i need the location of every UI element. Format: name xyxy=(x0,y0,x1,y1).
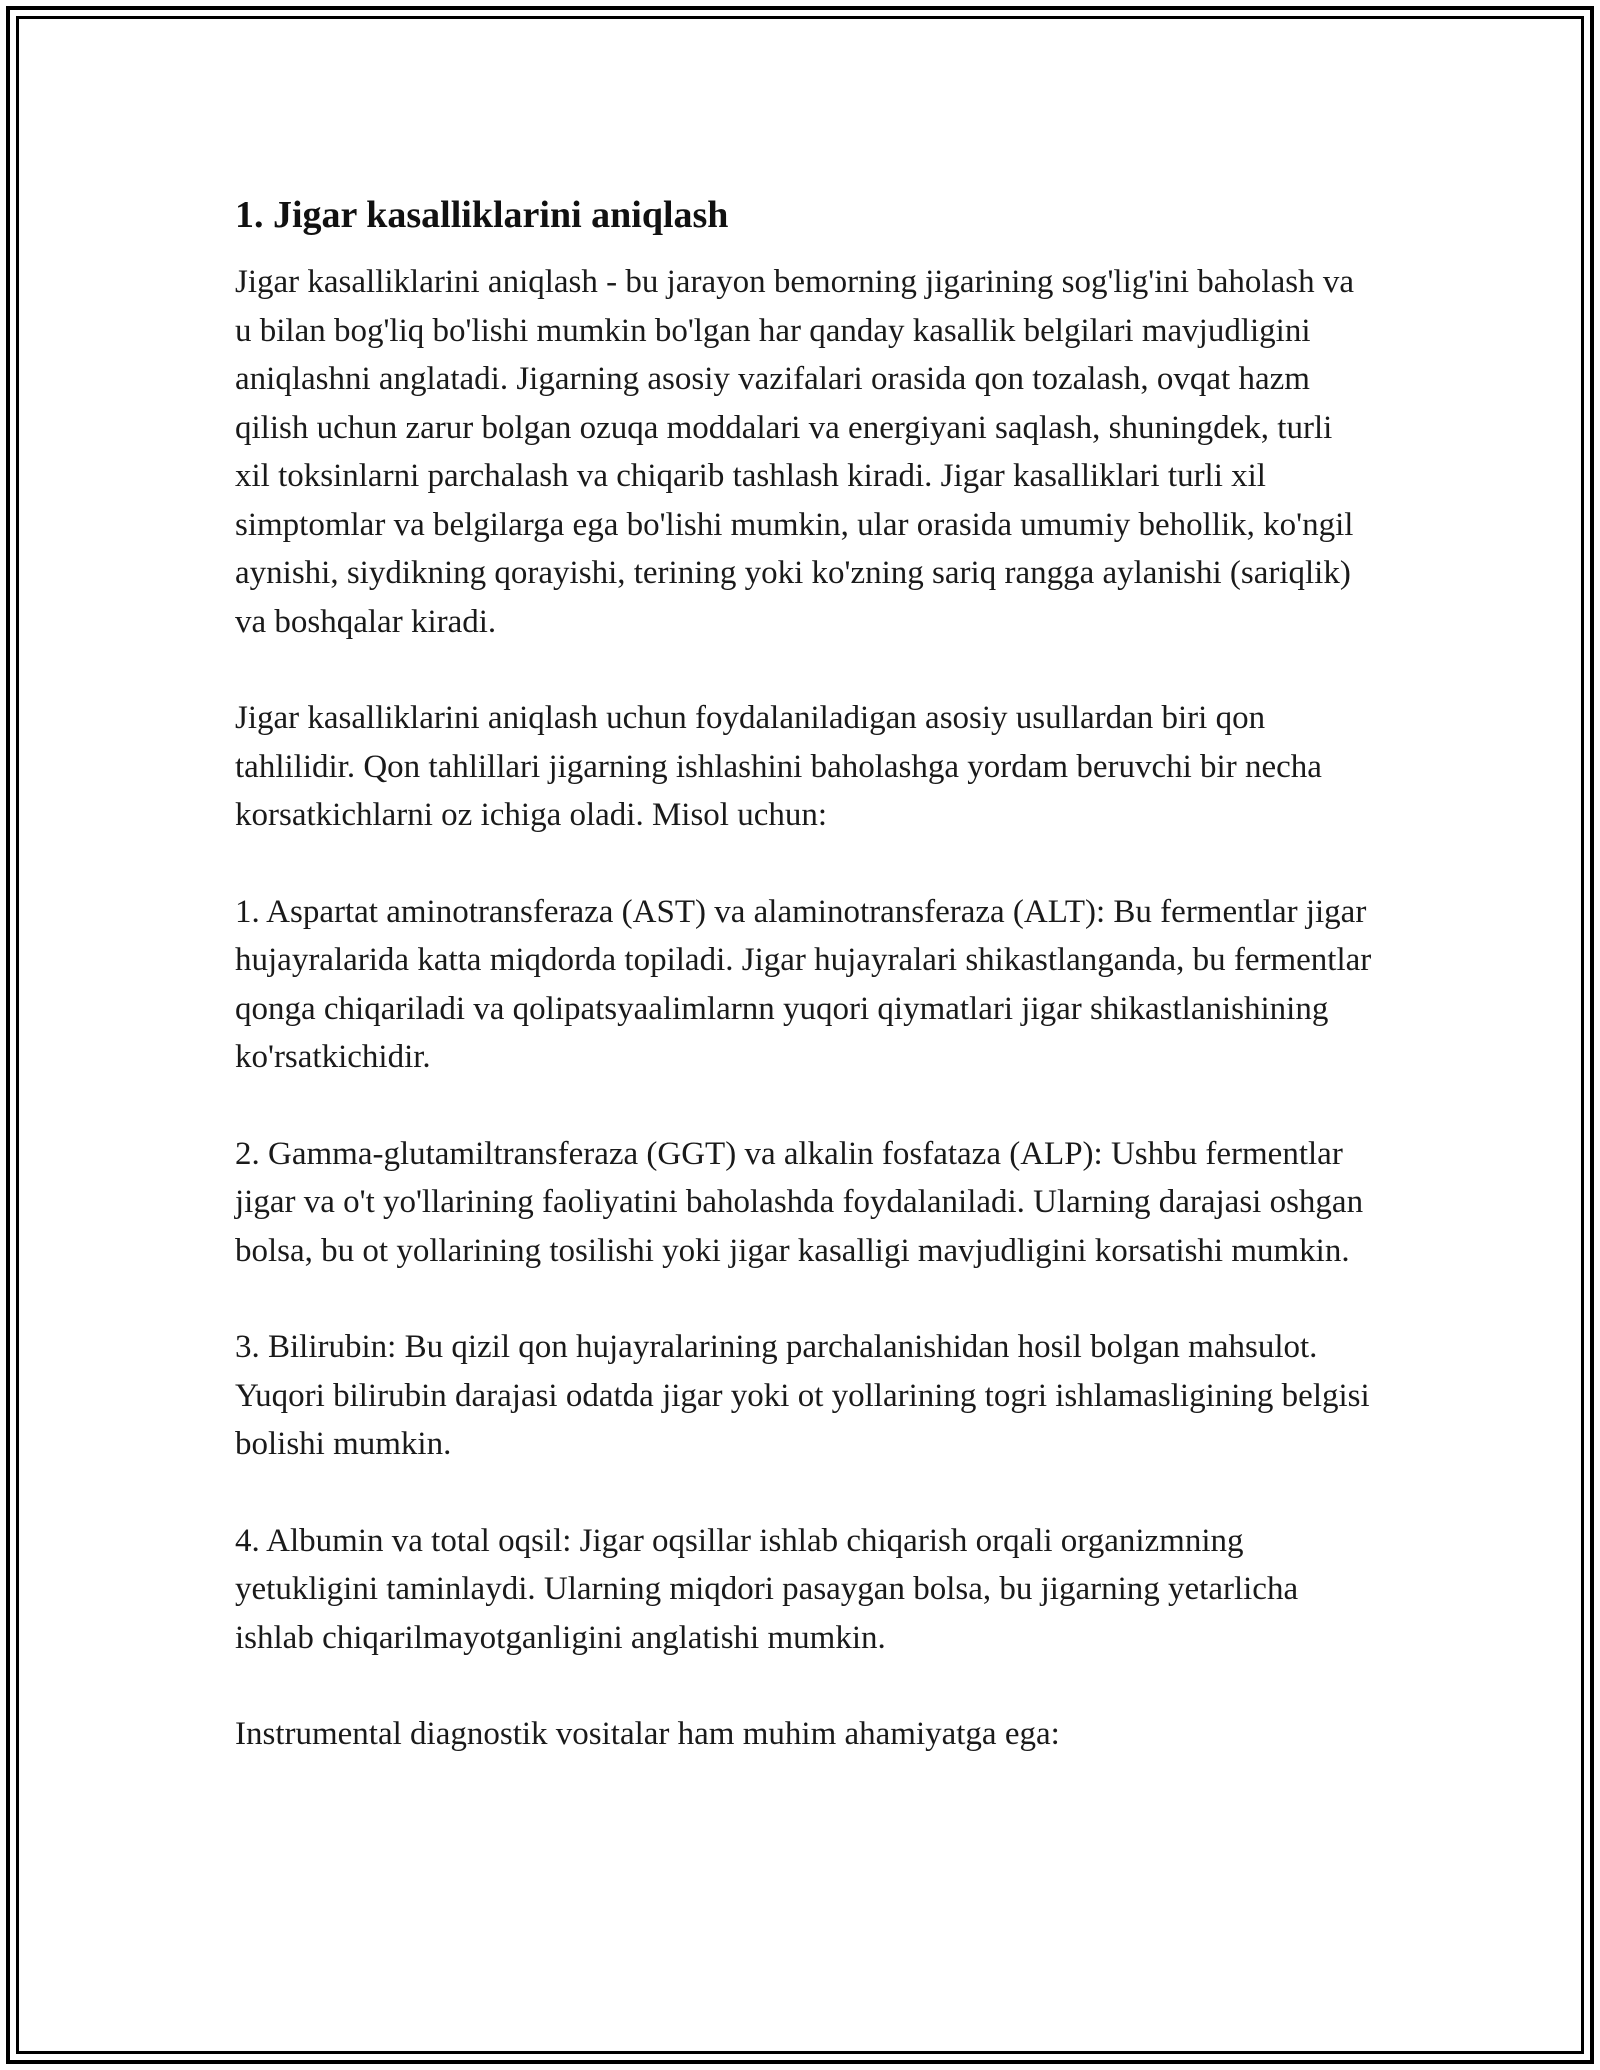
document-body xyxy=(235,188,1375,1807)
list-item-ggt-alp: 2. Gamma-glutamiltransferaza (GGT) va alkalin fosfataza (ALP): Ushbu fermentlar jigar va o't yo'llarining faoliyatini baholashda foydalaniladi. Ularning darajasi oshgan bolsa, bu ot yollarining tosilishi yoki jigar kasalligi mavjudligini korsatishi mumkin. xyxy=(235,1135,1364,1269)
section-heading: 1. Jigar kasalliklarini aniqlash xyxy=(235,194,729,236)
list-item-ast-alt: 1. Aspartat aminotransferaza (AST) va alaminotransferaza (ALT): Bu fermentlar jigar hujayralarida katta miqdorda topiladi. Jigar hujayralari shikastlanganda, bu fermentlar qonga chiqariladi va qolipatsyaalimlarnn yuqori qiymatlari jigar shikastlanishining ko'rsatkichidir. xyxy=(235,893,1372,1075)
paragraph-blood-tests: Jigar kasalliklarini aniqlash uchun foydalaniladigan asosiy usullardan biri qon tahlilidir. Qon tahlillari jigarning ishlashini baholashga yordam beruvchi bir necha korsatkichlarni oz ichiga oladi. Misol uchun: xyxy=(235,700,1322,833)
paragraph-instrumental: Instrumental diagnostik vositalar ham muhim ahamiyatga ega: xyxy=(235,1716,1060,1752)
list-item-albumin: 4. Albumin va total oqsil: Jigar oqsillar ishlab chiqarish orqali organizmning yetukligini taminlaydi. Ularning miqdori pasaygan bolsa, bu jigarning yetarlicha ishlab chiqarilmayotganligini anglatishi mumkin. xyxy=(235,1522,1299,1656)
list-item-bilirubin: 3. Bilirubin: Bu qizil qon hujayralarining parchalanishidan hosil bolgan mahsulot. Yuqori bilirubin darajasi odatda jigar yoki ot yollarining togri ishlamasligining belgisi bolishi mumkin. xyxy=(235,1329,1370,1462)
paragraph-intro: Jigar kasalliklarini aniqlash - bu jarayon bemorning jigarining sog'lig'ini baholash va u bilan bog'liq bo'lishi mumkin bo'lgan har qanday kasallik belgilari mavjudligini aniqlashni anglatadi. Jigarning asosiy vazifalari orasida qon tozalash, ovqat hazm qilish uchun zarur bolgan ozuqa moddalari va energiyani saqlash, shuningdek, turli xil toksinlarni parchalash va chiqarib tashlash kiradi. Jigar kasalliklari turli xil simptomlar va belgilarga ega bo'lishi mumkin, ular orasida umumiy behollik, ko'ngil aynishi, siydikning qorayishi, terining yoki ko'zning sariq rangga aylanishi (sariqlik) va boshqalar kiradi. xyxy=(235,264,1354,640)
